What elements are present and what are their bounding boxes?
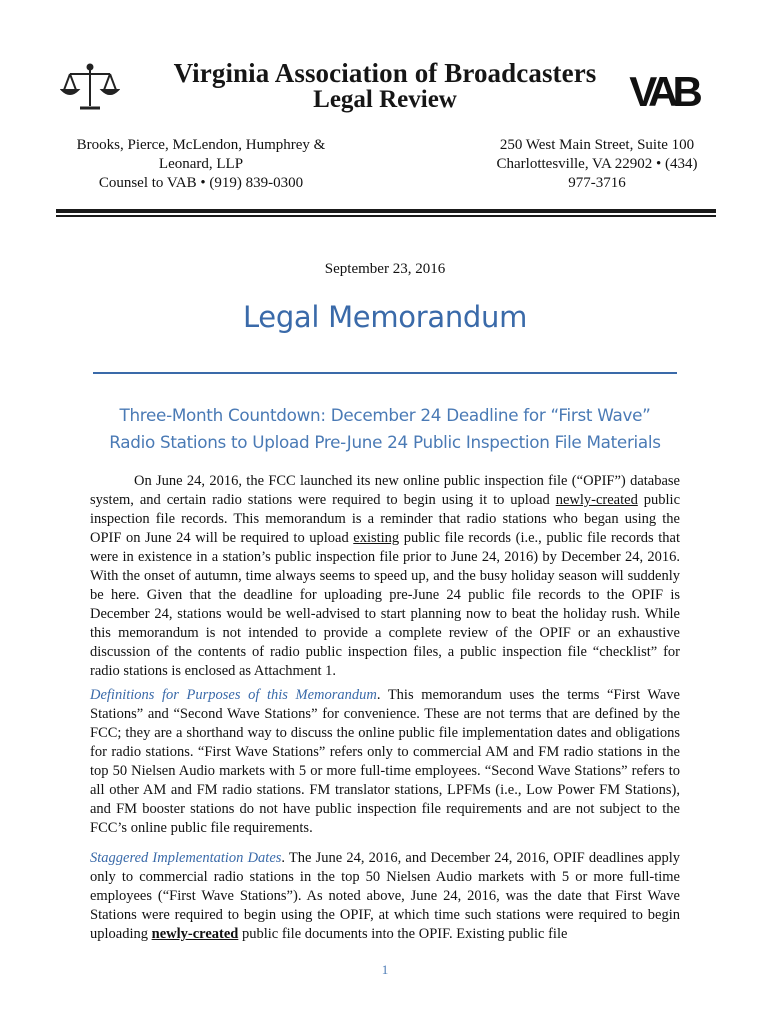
counsel-address bbox=[66, 136, 336, 193]
text-run: On June 24, 2016, the FCC launched its new online public inspection file (“OPIF”) database system, and certain radio stations were required to begin using it to upload bbox=[90, 473, 680, 508]
address-line: 977-3716 bbox=[568, 175, 626, 191]
header-divider-thick bbox=[56, 209, 716, 213]
header-divider-thin bbox=[56, 215, 716, 217]
implementation-paragraph bbox=[90, 849, 680, 944]
address-line: Brooks, Pierce, McLendon, Humphrey & bbox=[76, 137, 326, 153]
publication-name: Legal Review bbox=[313, 86, 457, 113]
section-heading: Definitions for Purposes of this Memorandum bbox=[90, 687, 377, 703]
page-number: 1 bbox=[381, 962, 389, 977]
emphasis-newly-created: newly-created bbox=[151, 926, 239, 942]
title-divider bbox=[93, 372, 677, 374]
subtitle-line: Three-Month Countdown: December 24 Deadline for “First Wave” bbox=[119, 405, 651, 425]
logo-text: VAB bbox=[629, 68, 697, 114]
emphasis-existing: existing bbox=[353, 530, 400, 546]
address-line: 250 West Main Street, Suite 100 bbox=[499, 137, 695, 153]
street-address bbox=[488, 136, 706, 193]
text-run: . The June 24, 2016, and December 24, 2016, OPIF deadlines apply only to commercial radio stations in the top 50 Nielsen Audio markets with 5 or more full-time employees (“First Wave Stations”). As noted above, June 24, 2016, was the date that First Wave Stations were required to begin using the OPIF, at which time such stations were required to begin uploading bbox=[90, 850, 680, 942]
org-name: Virginia Association of Broadcasters bbox=[173, 58, 597, 88]
text-run: public file records (i.e., public file records that were in existence in a station’s public inspection file prior to June 24, 2016) by December 24, 2016. With the onset of autumn, time always seems to speed up, and the busy holiday season will suddenly be here. Given that the deadline for uploading pre-June 24 public file records to the OPIF is December 24, stations would be well-advised to start planning now to beat the holiday rush. While this memorandum is not intended to provide a complete review of the OPIF or an exhaustive discussion of the contents of radio public inspection files, a public inspection file “checklist” for radio stations is enclosed as Attachment 1. bbox=[90, 530, 680, 679]
address-line: Counsel to VAB • (919) 839-0300 bbox=[98, 175, 304, 191]
text-run: public file documents into the OPIF. Existing public file bbox=[238, 926, 568, 942]
scales-of-justice-icon bbox=[60, 62, 120, 114]
page-title: Legal Memorandum bbox=[242, 300, 528, 334]
address-line: Leonard, LLP bbox=[158, 156, 244, 172]
subtitle-line: Radio Stations to Upload Pre-June 24 Public Inspection File Materials bbox=[109, 432, 661, 452]
emphasis-newly-created: newly-created bbox=[555, 492, 638, 508]
text-run: public inspection file records. This memorandum is a reminder that radio stations who began using the OPIF on June 24 will be required to upload bbox=[90, 492, 681, 546]
memo-subtitle bbox=[70, 402, 700, 456]
intro-paragraph bbox=[90, 472, 680, 681]
memo-date: September 23, 2016 bbox=[324, 261, 446, 277]
text-run: . This memorandum uses the terms “First Wave Stations” and “Second Wave Stations” for convenience. These are not terms that are defined by the FCC; they are a shorthand way to discuss the online public file implementation dates and obligations for radio stations. “First Wave Stations” refers only to commercial AM and FM radio stations in the top 50 Nielsen Audio markets with 5 or more full-time employees. “Second Wave Stations” refers to all other AM and FM radio stations. FM translator stations, LPFMs (i.e., Low Power FM Stations), and FM booster stations do not have public inspection file requirements and are not subject to the FCC’s online public file requirements. bbox=[90, 687, 680, 836]
definitions-paragraph bbox=[90, 686, 680, 838]
vab-logo bbox=[620, 66, 706, 114]
section-heading: Staggered Implementation Dates bbox=[90, 850, 282, 866]
address-line: Charlottesville, VA 22902 • (434) bbox=[496, 156, 698, 172]
